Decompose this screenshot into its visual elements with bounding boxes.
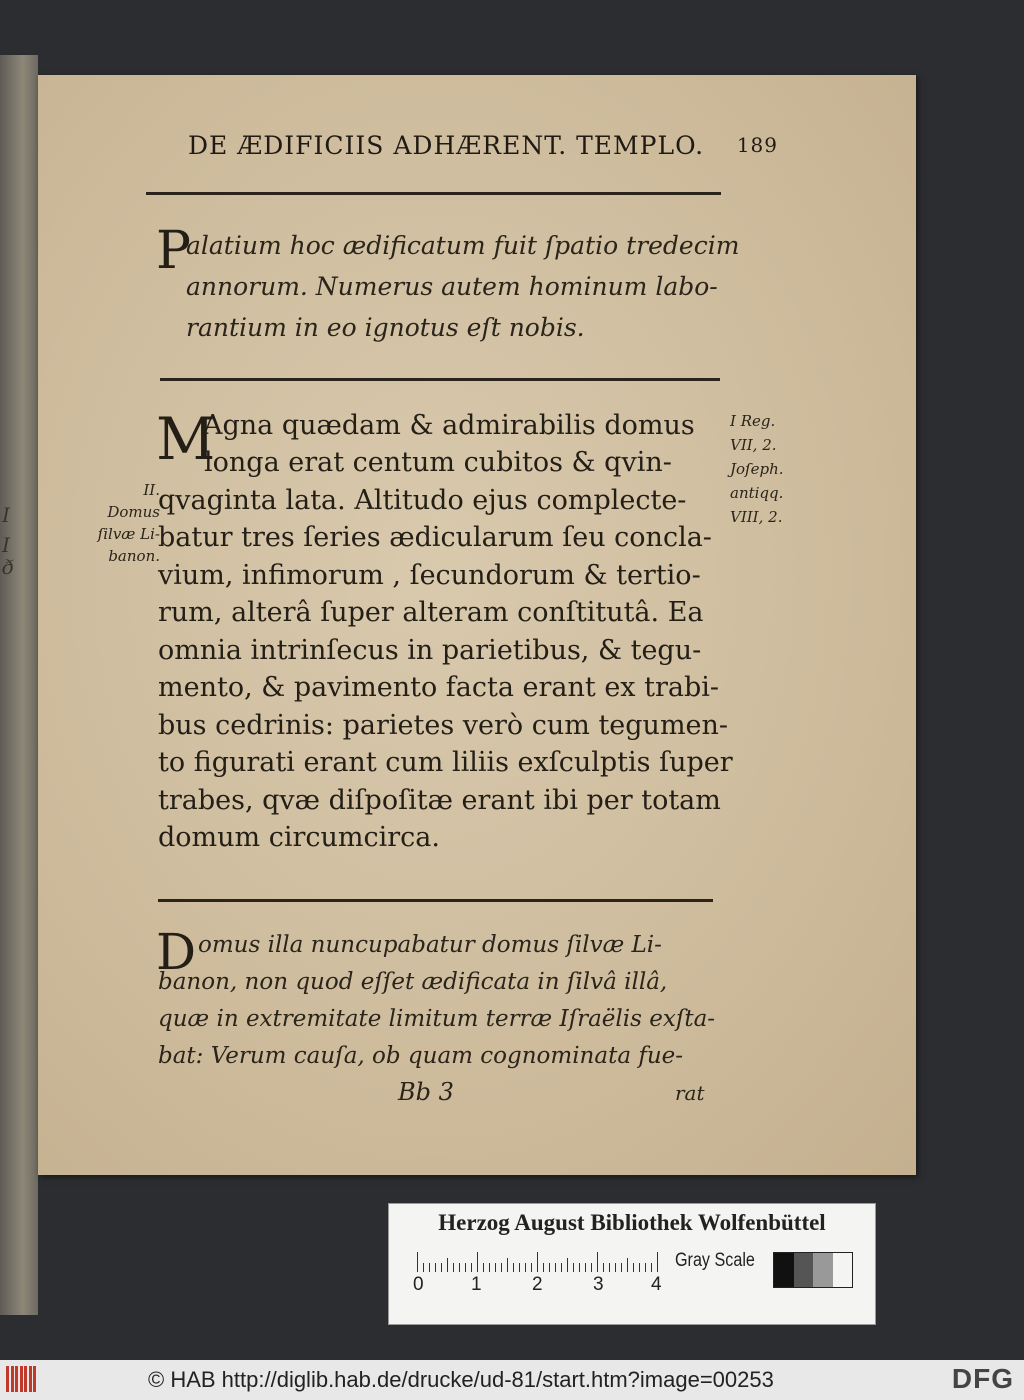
gray-scale-swatches [773, 1252, 853, 1288]
ruler-tick [597, 1252, 598, 1272]
ruler-tick [513, 1263, 514, 1272]
paragraph-3 [158, 927, 716, 1075]
ruler-tick [543, 1263, 544, 1272]
ruler-tick [489, 1263, 490, 1272]
hab-logo-icon [6, 1366, 40, 1392]
previous-page-fragment: ð [2, 555, 15, 579]
ruler-tick [477, 1252, 478, 1272]
margin-line: II. [143, 481, 160, 499]
viewer-footer [0, 1360, 1024, 1400]
ruler-tick [525, 1263, 526, 1272]
ruler-tick [633, 1263, 634, 1272]
text-line: Agna quædam & admirabilis domus [203, 410, 695, 441]
gray-swatch [774, 1253, 794, 1287]
ruler-tick [603, 1263, 604, 1272]
ruler-tick [573, 1263, 574, 1272]
ruler-tick [585, 1263, 586, 1272]
text-line: bus cedrinis: parietes verò cum tegumen- [158, 709, 729, 741]
margin-line: VII, 2. [730, 436, 777, 454]
previous-page-fragment: I [2, 533, 10, 557]
ruler-tick [549, 1263, 550, 1272]
text-line: rantium in eo ignotus eſt nobis. [186, 313, 585, 342]
ruler-tick [441, 1263, 442, 1272]
dropcap-p: P [156, 221, 191, 281]
gray-scale-label: Gray Scale [675, 1250, 755, 1271]
text-line: longa erat centum cubitos & qvin- [204, 447, 672, 478]
ruler-number: 3 [593, 1274, 604, 1295]
text-line: quæ in extremitate limitum terræ Iſraëlis exſta- [158, 1006, 716, 1032]
ruler-tick [531, 1263, 532, 1272]
gray-swatch [813, 1253, 833, 1287]
ruler-scale [413, 1248, 662, 1295]
header-title: DE ÆDIFICIIS ADHÆRENT. TEMPLO. [188, 131, 705, 160]
running-header [188, 131, 778, 171]
ruler-number: 0 [413, 1274, 424, 1295]
text-line: batur tres ſeries ædicularum ſeu concla- [158, 522, 712, 553]
source-url[interactable]: © HAB http://diglib.hab.de/drucke/ud-81/start.htm?image=00253 [148, 1367, 774, 1392]
book-page [38, 75, 916, 1175]
ruler-tick [447, 1258, 448, 1272]
text-line: annorum. Numerus autem hominum labo- [186, 272, 718, 301]
ruler-tick [429, 1263, 430, 1272]
margin-line: I Reg. [730, 412, 776, 430]
page-number: 189 [736, 133, 778, 157]
dropcap-m: M [156, 405, 216, 473]
text-line: trabes, qvæ diſpoſitæ erant ibi per totam [158, 784, 721, 816]
ruler-tick [483, 1263, 484, 1272]
ruler-tick [627, 1258, 628, 1272]
library-name: Herzog August Bibliothek Wolfenbüttel [438, 1210, 826, 1235]
ruler-tick [507, 1258, 508, 1272]
ruler-tick [579, 1263, 580, 1272]
ruler-tick [621, 1263, 622, 1272]
ruler-tick [453, 1263, 454, 1272]
ruler-tick [639, 1263, 640, 1272]
ruler-tick [423, 1263, 424, 1272]
gray-swatch [833, 1253, 853, 1287]
rule-lower [158, 899, 713, 902]
text-line: qvaginta lata. Altitudo ejus complecte- [158, 484, 687, 516]
catchword: rat [675, 1081, 705, 1105]
margin-line: banon. [108, 547, 160, 565]
text-line: banon, non quod eſſet ædificata in ſilvâ illâ, [158, 969, 668, 995]
ruler-tick [645, 1263, 646, 1272]
text-line: omnia intrinſecus in parietibus, & tegu- [158, 634, 702, 666]
ruler-tick [495, 1263, 496, 1272]
ruler-number: 4 [651, 1274, 662, 1295]
ruler-tick [519, 1263, 520, 1272]
paragraph-2-body [158, 444, 733, 857]
paragraph-2 [203, 407, 695, 445]
signature-mark: Bb 3 [398, 1078, 454, 1106]
ruler-tick [657, 1252, 658, 1272]
dfg-logo: DFG [951, 1363, 1014, 1394]
ruler-tick [417, 1252, 418, 1272]
paragraph-1 [186, 225, 739, 348]
rule-top [146, 192, 721, 195]
text-line: rum, alterâ ſuper alteram conſtitutâ. Ea [158, 597, 704, 628]
ruler-tick [561, 1263, 562, 1272]
text-line: bat: Verum cauſa, ob quam cognominata fue- [158, 1043, 684, 1069]
ruler-tick [555, 1263, 556, 1272]
ruler-tick [615, 1263, 616, 1272]
previous-page-fragment: I [2, 503, 10, 527]
ruler-tick [591, 1263, 592, 1272]
color-scale-card [388, 1203, 876, 1325]
ruler-tick [465, 1263, 466, 1272]
ruler-tick [501, 1263, 502, 1272]
gray-swatch [794, 1253, 814, 1287]
ruler-tick [609, 1263, 610, 1272]
text-line: to figurati erant cum liliis exſculptis ſuper [158, 747, 733, 778]
margin-line: ſilvæ Li- [97, 525, 160, 543]
ruler-tick [537, 1252, 538, 1272]
ruler-number: 1 [471, 1274, 482, 1295]
ruler-tick [651, 1263, 652, 1272]
ruler-tick [567, 1258, 568, 1272]
margin-line: VIII, 2. [730, 508, 783, 526]
text-line: domum circumcirca. [158, 822, 440, 853]
margin-line: Joſeph. [730, 460, 784, 478]
text-line: omus illa nuncupabatur domus ſilvæ Li- [198, 932, 662, 958]
ruler-number: 2 [532, 1274, 543, 1295]
ruler-tick [435, 1263, 436, 1272]
text-line: alatium hoc ædificatum fuit ſpatio tredecim [186, 231, 740, 260]
dropcap-d: D [156, 923, 197, 981]
rule-middle [160, 378, 720, 381]
text-line: mento, & pavimento facta erant ex trabi- [158, 672, 720, 703]
ruler-tick [471, 1263, 472, 1272]
text-line: vium, infimorum , ſecundorum & tertio- [158, 559, 701, 591]
margin-note-left [60, 479, 160, 567]
margin-line: antiqq. [730, 484, 784, 502]
ruler-tick [459, 1263, 460, 1272]
margin-note-right [730, 409, 820, 529]
previous-page-edge [0, 55, 38, 1315]
margin-line: Domus [107, 503, 160, 521]
